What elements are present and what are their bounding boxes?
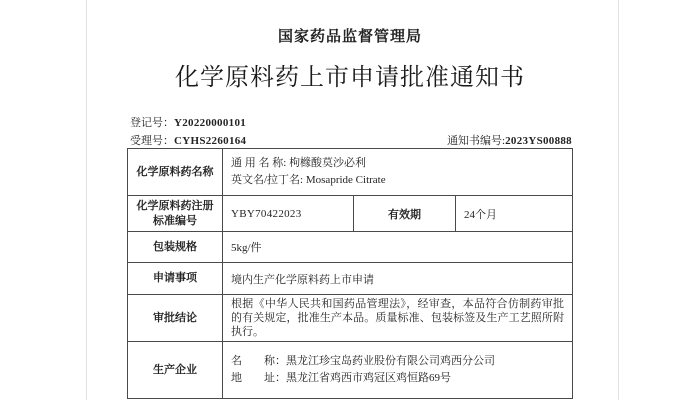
manufacturer-name-value: 黑龙江珍宝岛药业股份有限公司鸡西分公司 [286, 355, 495, 367]
generic-name-label: 通 用 名 称: [231, 157, 287, 169]
notice-number-label: 通知书编号: [447, 135, 506, 147]
row-registration-standard [128, 196, 573, 232]
manufacturer-name-line [231, 353, 564, 370]
row-conclusion [128, 295, 573, 342]
manufacturer-address-label: 地 址： [231, 372, 286, 384]
drug-name-label: 化学原料药名称 [128, 149, 223, 196]
acceptance-number-value: CYHS2260164 [174, 135, 247, 147]
english-name-line [231, 172, 564, 189]
manufacturer-address-value: 黑龙江省鸡西市鸡冠区鸡恒路69号 [286, 372, 451, 384]
english-name-value: Mosapride Citrate [305, 174, 386, 186]
english-name-label: 英文名/拉丁名: [231, 174, 304, 186]
validity-value: 24个月 [456, 196, 573, 232]
registration-standard-label: 化学原料药注册标准编号 [128, 196, 223, 232]
generic-name-value: 枸橼酸莫沙必利 [289, 157, 367, 169]
registration-number-value: Y20220000101 [174, 117, 247, 129]
validity-label: 有效期 [354, 196, 456, 232]
registration-standard-value: YBY70422023 [223, 196, 354, 232]
issuing-agency: 国家药品监督管理局 [277, 29, 422, 45]
application-value: 境内生产化学原料药上市申请 [223, 263, 573, 295]
acceptance-number-line [130, 132, 572, 148]
conclusion-label: 审批结论 [128, 295, 223, 342]
manufacturer-cell [223, 342, 573, 399]
manufacturer-name-label: 名 称： [231, 355, 286, 367]
row-manufacturer [128, 342, 573, 399]
row-packaging [128, 232, 573, 263]
conclusion-value: 根据《中华人民共和国药品管理法》，经审查，本品符合仿制药审批的有关规定，批准生产本品。质量标准、包装标签及生产工艺照所附执行。 [223, 295, 573, 342]
approval-table [127, 148, 573, 399]
row-drug-name [128, 149, 573, 196]
registration-number-label: 登记号： [130, 117, 174, 129]
application-label: 申请事项 [128, 263, 223, 295]
drug-name-cell [223, 149, 573, 196]
notice-number [447, 132, 572, 148]
packaging-value: 5kg/件 [223, 232, 573, 263]
generic-name-line [231, 155, 564, 172]
packaging-label: 包装规格 [128, 232, 223, 263]
manufacturer-address-line [231, 370, 564, 387]
registration-number-line [130, 114, 572, 130]
row-application [128, 263, 573, 295]
manufacturer-label: 生产企业 [128, 342, 223, 399]
notice-number-value: 2023YS00888 [505, 135, 572, 147]
document-title: 化学原料药上市申请批准通知书 [175, 65, 525, 91]
acceptance-number-label: 受理号： [130, 135, 174, 147]
